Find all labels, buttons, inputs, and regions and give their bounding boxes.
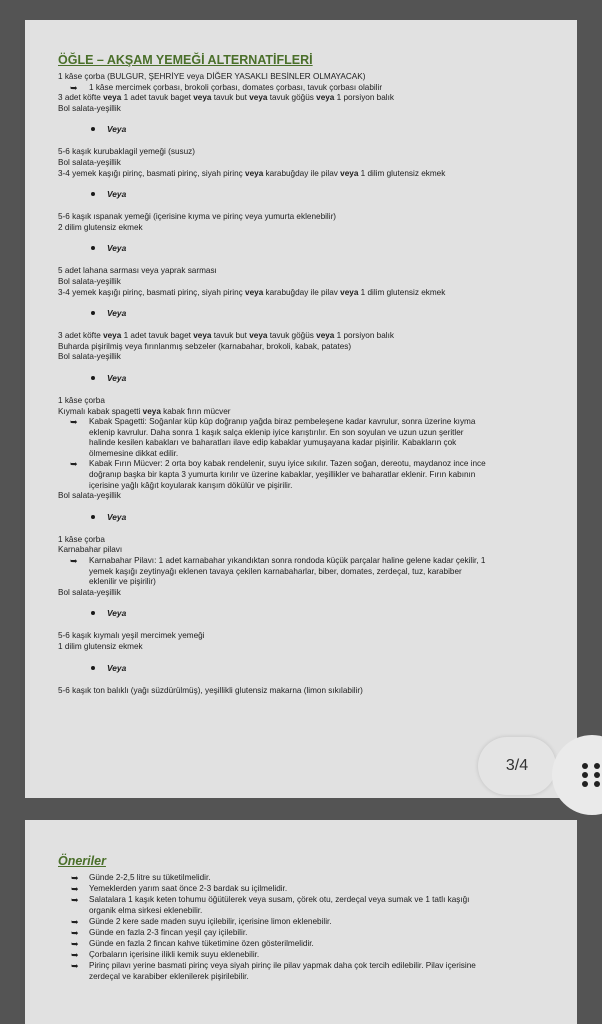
line-text: 1 adet tavuk baget [121,93,194,103]
veya-label: Veya [107,124,127,135]
section-title: ÖĞLE – AKŞAM YEMEĞİ ALTERNATİFLERİ [58,53,313,67]
veya-keyword: veya [245,168,264,178]
page-content [58,854,552,983]
veya-keyword: veya [245,287,264,297]
line-text: karabuğday ile pilav [263,287,341,297]
arrow-icon: ➥ [71,895,79,906]
recipe-text-line: Karnabahar Pilavı: 1 adet karnabahar yıkandıktan sonra rondoda küçük parçalar haline gelene kadar çekilir, 1 [89,556,486,566]
veya-separator [58,188,552,201]
meal-option [58,535,552,599]
line-text: karabuğday ile pilav [263,168,341,178]
recipe-text-line: içerisine yağlı kâğıt koyularak karışım dökülür ve pişirilir. [89,480,293,490]
veya-keyword: veya [340,168,359,178]
recommendation-item [58,884,552,895]
bullet-icon [91,127,95,131]
line-text: 3-4 yemek kaşığı pirinç, basmati pirinç, siyah pirinç [58,287,246,297]
recommendation-item [58,917,552,928]
menu-line: 1 kâse çorba (BULGUR, ŞEHRİYE veya DİĞER YASAKLI BESİNLER OLMAYACAK) [58,72,366,81]
recipe-text-line: Kabak Fırın Mücver: 2 orta boy kabak rendelenir, suyu iyice sıkılır. Tazen soğan, dereotu, maydanoz ince ince [89,459,486,469]
recipe-text-line: Kabak Spagetti: Soğanlar küp küp doğranıp yağda biraz pembeleşene kadar kavrulur, sonra üzerine kıyma [89,417,476,427]
menu-line: Karnabahar pilavı [58,545,123,555]
menu-line: 5 adet lahana sarması veya yaprak sarması [58,266,217,276]
recommendation-text: Salatalara 1 kaşık keten tohumu öğütülerek veya susam, çörek otu, zerdeçal veya sumak ve 1 tatlı kaşığı [89,895,470,905]
recipe-item [58,459,552,491]
page-indicator: 3/4 [478,737,556,795]
line-text: tavuk göğüs [267,331,317,341]
line-text: 1 dilim glutensiz ekmek [358,287,446,297]
meal-option [58,72,552,114]
recommendation-text: Günde en fazla 2 fincan kahve tüketimine özen gösterilmelidir. [89,939,314,949]
veya-separator [58,123,552,136]
meal-option [58,212,552,233]
menu-line: 1 dilim glutensiz ekmek [58,642,143,651]
menu-line [58,407,552,418]
dots-grid-icon [582,763,602,787]
recommendation-item [58,873,552,884]
line-text: 1 dilim glutensiz ekmek [358,168,446,178]
recipe-item [58,417,552,459]
arrow-icon: ➥ [71,939,79,950]
arrow-icon: ➥ [71,884,79,895]
recommendation-text: Günde 2-2,5 litre su tüketilmelidir. [89,873,211,882]
meal-option [58,686,552,697]
menu-line: Bol salata-yeşillik [58,587,121,597]
menu-line [58,169,552,180]
line-text: 1 porsiyon balık [334,331,394,341]
line-text: 3-4 yemek kaşığı pirinç, basmati pirinç, siyah pirinç [58,168,246,178]
menu-line: Bol salata-yeşillik [58,276,121,286]
recommendations-title: Öneriler [58,854,106,868]
meal-option [58,331,552,363]
recipe-text-line: ölmemesine dikkat edilir. [89,448,179,458]
recommendation-text: Günde en fazla 2-3 fincan yeşil çay içilebilir. [89,927,248,937]
menu-line [58,93,552,104]
bullet-icon [91,192,95,196]
meal-option [58,396,552,502]
veya-keyword: veya [249,331,268,341]
line-text: tavuk göğüs [267,93,317,103]
line-text: 1 adet tavuk baget [121,331,194,341]
veya-keyword: veya [193,93,212,103]
recommendation-item [58,928,552,939]
arrow-icon: ➥ [71,961,79,972]
menu-line: Bol salata-yeşillik [58,352,121,362]
recommendation-item [58,961,552,982]
menu-line: 1 kâse çorba [58,534,105,544]
veya-separator [58,607,552,620]
menu-line: Bol salata-yeşillik [58,491,121,501]
veya-label: Veya [107,189,127,200]
arrow-icon: ➥ [71,916,79,927]
menu-line: 5-6 kaşık ton balıklı (yağı süzdürülmüş), yeşillikli glutensiz makarna (limon sıkılabilir) [58,685,363,695]
recipe-text-line: eklenip kavrulur. Daha sonra 1 kaşık salça eklenip iyice karıştırılır. En son soyulan ve uzun uzun şeritler [89,427,464,437]
recommendation-item [58,895,552,916]
menu-line: Buharda pişirilmiş veya fırınlanmış sebzeler (karnabahar, brokoli, kabak, patates) [58,341,352,351]
veya-keyword: veya [316,93,335,103]
arrow-icon: ➥ [70,82,78,93]
arrow-icon: ➥ [70,556,78,567]
bullet-icon [91,311,95,315]
veya-label: Veya [107,308,127,319]
veya-separator [58,372,552,385]
recommendation-text: Yemeklerden yarım saat önce 2-3 bardak su içilmelidir. [89,884,288,894]
recommendation-text: Günde 2 kere sade maden suyu içilebilir, içerisine limon eklenebilir. [89,916,332,926]
menu-line: 2 dilim glutensiz ekmek [58,222,143,232]
menu-line: Bol salata-yeşillik [58,157,121,167]
bullet-icon [91,246,95,250]
arrow-icon: ➥ [71,927,79,938]
line-text: 3 adet köfte [58,331,104,341]
veya-separator [58,662,552,675]
arrow-icon: ➥ [71,873,79,883]
menu-line [58,331,552,342]
recommendation-text: Pirinç pilavı yerine basmati pirinç veya siyah pirinç ile pilav yapmak daha çok tercih edilebilir. Pilav içerisine [89,961,476,971]
veya-label: Veya [107,511,127,522]
veya-keyword: veya [316,331,335,341]
page-content [58,53,552,696]
menu-line [58,288,552,299]
veya-separator [58,307,552,320]
menu-line: 5-6 kaşık kıymalı yeşil mercimek yemeği [58,631,205,641]
arrow-icon: ➥ [70,459,78,470]
bullet-icon [91,515,95,519]
line-text: Kıymalı kabak spagetti [58,406,143,416]
arrow-icon: ➥ [70,417,78,428]
recipe-text-line: doğranıp başka bir kapta 3 yumurta kırılır ve üzerine kabaklar, yeşillikler ve baharatlar eklenir. Fırın kabının [89,470,476,480]
recommendation-text: Çorbaların içerisine ilikli kemik suyu eklenebilir. [89,950,260,960]
line-text: 1 porsiyon balık [334,93,394,103]
line-text: 3 adet köfte [58,93,104,103]
recipe-text-line: eklenilir ve pişirilir) [89,577,156,587]
recipe-text-line: halinde kesilen kabakları ve baharatları ilave edip kabaklar yumuşayana kadar pişirilir. Kabakların çok [89,438,457,448]
menu-line: Bol salata-yeşillik [58,103,121,113]
veya-keyword: veya [103,93,122,103]
veya-keyword: veya [103,331,122,341]
veya-keyword: veya [340,287,359,297]
recommendation-text: organik elma sirkesi eklenebilir. [89,905,203,915]
veya-label: Veya [107,608,127,619]
recommendation-text: zerdeçal ve karabiber eklenilerek pişirilebilir. [89,971,249,981]
recommendation-item [58,950,552,961]
meal-option [58,631,552,652]
veya-separator [58,242,552,255]
veya-label: Veya [107,372,127,383]
recommendation-item [58,939,552,950]
veya-keyword: veya [249,93,268,103]
option-text: 1 kâse mercimek çorbası, brokoli çorbası, domates çorbası, tavuk çorbası olabilir [89,82,383,92]
line-text: tavuk but [211,93,250,103]
meal-option [58,147,552,179]
arrow-icon: ➥ [71,950,79,961]
menu-line: 1 kâse çorba [58,395,105,405]
bullet-icon [91,666,95,670]
menu-line: 5-6 kaşık kurubaklagil yemeği (susuz) [58,147,195,157]
veya-label: Veya [107,662,127,673]
document-page-3 [25,20,577,798]
recipe-item [58,556,552,588]
soup-option [58,83,552,94]
recipe-text-line: yemek kaşığı zeytinyağı eklenen tavaya çekilen karnabaharlar, biber, domates, zerdeçal, tuz, karabiber [89,566,462,576]
meal-option [58,266,552,298]
veya-label: Veya [107,243,127,254]
veya-keyword: veya [142,406,161,416]
bullet-icon [91,376,95,380]
document-page-4 [25,820,577,1024]
menu-line: 5-6 kaşık ıspanak yemeği (içerisine kıyma ve pirinç veya yumurta eklenebilir) [58,212,337,222]
veya-keyword: veya [193,331,212,341]
veya-separator [58,511,552,524]
line-text: kabak fırın mücver [160,406,231,416]
line-text: tavuk but [211,331,250,341]
bullet-icon [91,611,95,615]
